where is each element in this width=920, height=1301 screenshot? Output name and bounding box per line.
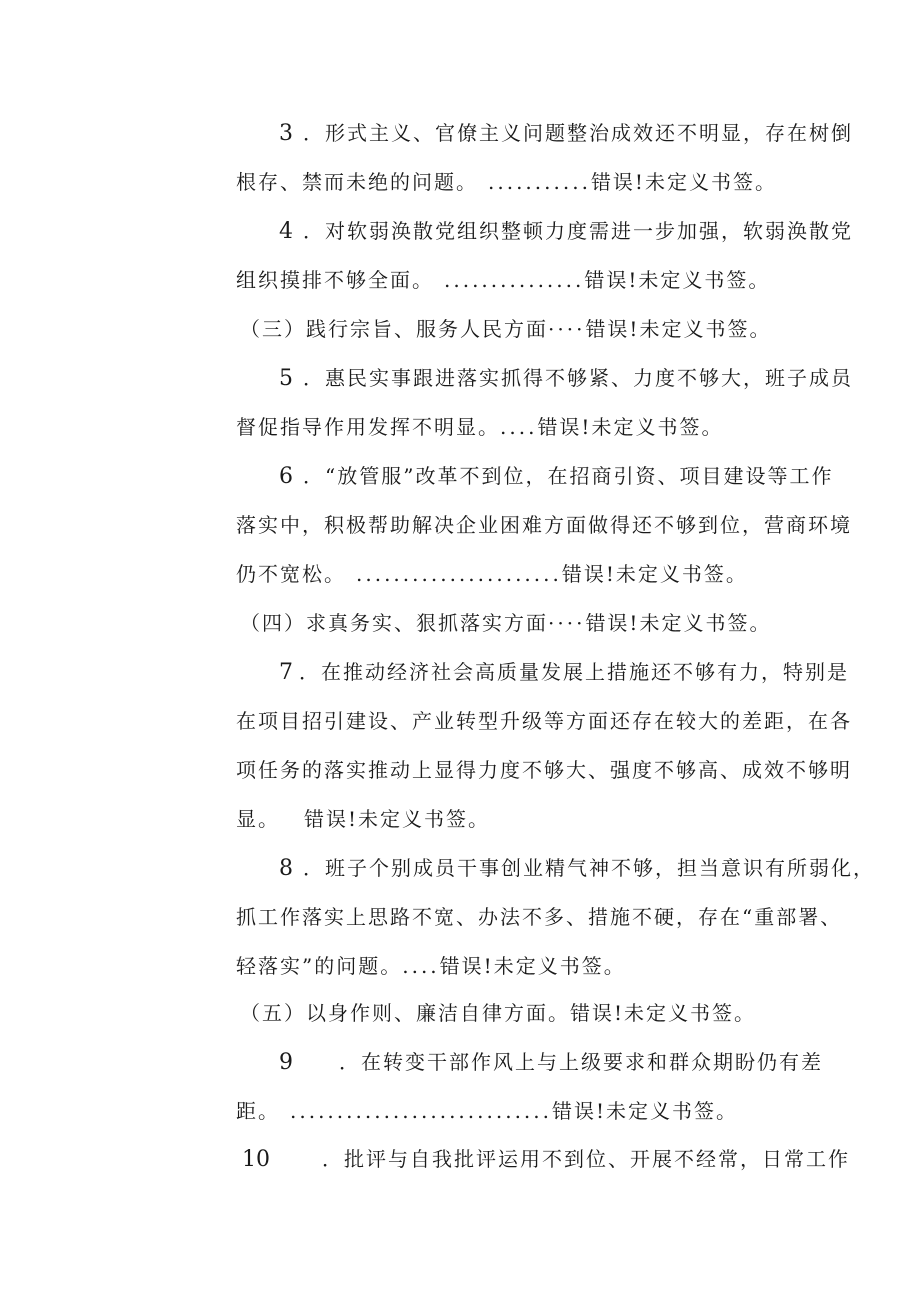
item-text: ．对软弱涣散党组织整顿力度需进一步加强，软弱涣散党 — [303, 219, 853, 243]
item-number: 9 — [279, 1050, 295, 1075]
bookmark-error-ref: 错误!未定义书签。 — [552, 1099, 739, 1123]
section-5-heading — [240, 1001, 756, 1025]
toc-leader-dots: ···· — [548, 611, 586, 635]
toc-leader-dots: .... — [500, 415, 538, 439]
toc-leader-dots: ...................... — [356, 562, 562, 586]
item-7-line-1 — [279, 660, 849, 685]
toc-leader-dots: .... — [402, 954, 440, 978]
item-number: 3 — [279, 121, 295, 146]
item-text: ．在转变干部作风上与上级要求和群众期盼仍有差 — [339, 1050, 823, 1074]
item-8-line-3 — [236, 954, 626, 978]
item-text: 组织摸排不够全面。 — [236, 268, 434, 292]
item-5-line-2 — [236, 415, 723, 439]
item-number: 8 — [279, 856, 295, 881]
item-text: ．惠民实事跟进落实抓得不够紧、力度不够大，班子成员 — [303, 366, 853, 390]
bookmark-error-ref: 错误!未定义书签。 — [570, 1001, 757, 1025]
item-number: 5 — [279, 366, 295, 391]
toc-leader-dots: ........... — [488, 170, 591, 194]
bookmark-error-ref: 错误!未定义书签。 — [304, 807, 491, 831]
toc-leader-dots: ............................ — [290, 1099, 553, 1123]
toc-leader-dots: ···· — [548, 317, 586, 341]
bookmark-error-ref: 错误!未定义书签。 — [585, 611, 772, 635]
item-text: 显。 — [236, 807, 280, 831]
item-text: 距。 — [236, 1099, 280, 1123]
toc-leader-dots: ............... — [444, 268, 585, 292]
item-text: ．“放管服”改革不到位，在招商引资、项目建设等工作 — [303, 464, 834, 488]
item-4-line-2 — [236, 268, 770, 292]
item-6-line-1 — [279, 464, 833, 489]
item-text: 根存、禁而未绝的问题。 — [236, 170, 478, 194]
bookmark-error-ref: 错误!未定义书签。 — [537, 415, 724, 439]
item-7-line-3 — [236, 758, 852, 782]
section-3-heading — [240, 317, 771, 341]
item-3-line-2 — [236, 170, 777, 194]
item-7-line-2 — [236, 709, 852, 733]
section-4-heading — [240, 611, 771, 635]
item-text: ．班子个别成员干事创业精气神不够，担当意识有所弱化， — [303, 856, 875, 880]
item-text: 项任务的落实推动上显得力度不够大、强度不够高、成效不够明 — [236, 758, 852, 782]
item-number: 6 — [279, 464, 295, 489]
bookmark-error-ref: 错误!未定义书签。 — [439, 954, 626, 978]
item-text: 落实中，积极帮助解决企业困难方面做得还不够到位，营商环境 — [236, 513, 852, 537]
item-text: 抓工作落实上思路不宽、办法不多、措施不硬，存在“重部署、 — [236, 905, 843, 929]
item-text: ．批评与自我批评运用不到位、开展不经常，日常工作 — [322, 1147, 850, 1171]
item-number: 7 — [279, 660, 295, 685]
bookmark-error-ref: 错误!未定义书签。 — [590, 170, 777, 194]
bookmark-error-ref: 错误!未定义书签。 — [584, 268, 771, 292]
section-text: （五）以身作则、廉洁自律方面。 — [240, 1001, 570, 1025]
bookmark-error-ref: 错误!未定义书签。 — [561, 562, 748, 586]
item-text: 在项目招引建设、产业转型升级等方面还存在较大的差距，在各 — [236, 709, 852, 733]
bookmark-error-ref: 错误!未定义书签。 — [585, 317, 772, 341]
item-8-line-2 — [236, 905, 842, 929]
item-10-line-1 — [242, 1147, 850, 1172]
item-7-line-4 — [236, 807, 490, 831]
item-text: 督促指导作用发挥不明显。 — [236, 415, 500, 439]
item-3-line-1 — [279, 121, 853, 146]
item-text: 轻落实”的问题。 — [236, 954, 403, 978]
item-number: 10 — [242, 1147, 270, 1172]
item-9-line-2 — [236, 1099, 738, 1123]
item-text: ．在推动经济社会高质量发展上措施还不够有力，特别是 — [299, 660, 849, 684]
item-5-line-1 — [279, 366, 853, 391]
item-6-line-2 — [236, 513, 852, 537]
section-text: （三）践行宗旨、服务人民方面 — [240, 317, 548, 341]
item-text: 仍不宽松。 — [236, 562, 346, 586]
item-8-line-1 — [279, 856, 875, 881]
item-number: 4 — [279, 219, 295, 244]
item-4-line-1 — [279, 219, 853, 244]
section-text: （四）求真务实、狠抓落实方面 — [240, 611, 548, 635]
item-6-line-3 — [236, 562, 748, 586]
item-9-line-1 — [279, 1050, 823, 1075]
item-text: ．形式主义、官僚主义问题整治成效还不明显，存在树倒 — [303, 121, 853, 145]
